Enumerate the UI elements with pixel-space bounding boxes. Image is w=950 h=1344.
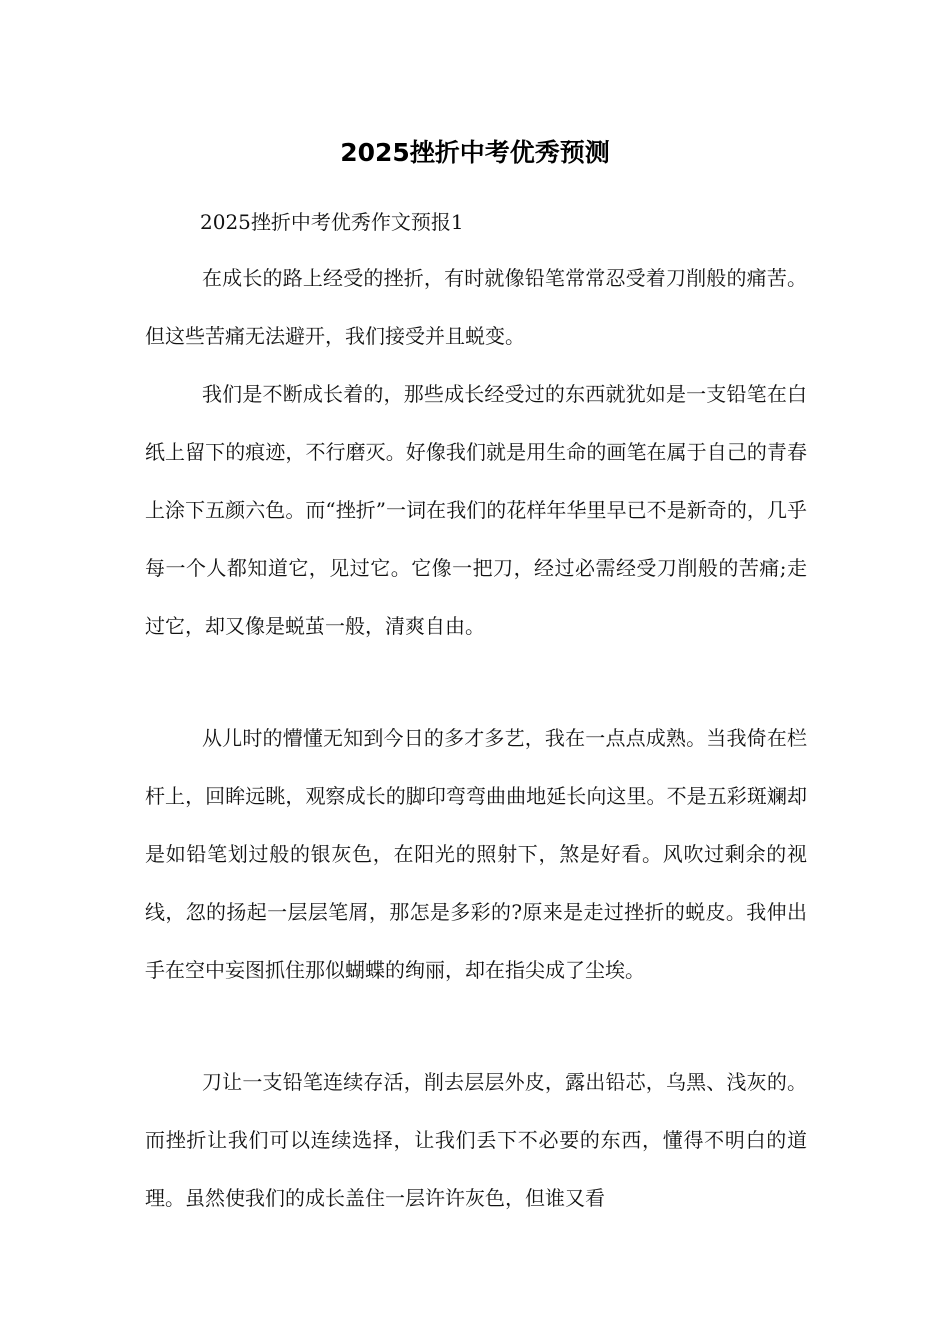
document-title: 2025挫折中考优秀预测 — [340, 138, 610, 167]
paragraph-2: 我们是不断成长着的，那些成长经受过的东西就犹如是一支铅笔在白纸上留下的痕迹，不行磨灭。好像我们就是用生命的画笔在属于自己的青春上涂下五颜六色。而“挫折”一词在我们的花样年华里早已不是新奇的，几乎每一个人都知道它，见过它。它像一把刀，经过必需经受刀削般的苦痛;走过它，却又像是蜕茧一般，清爽自由。 — [145, 382, 807, 638]
paragraph-4: 刀让一支铅笔连续存活，削去层层外皮，露出铅芯，乌黑、浅灰的。而挫折让我们可以连续选择，让我们丢下不必要的东西，懂得不明白的道理。虽然使我们的成长盖住一层许许灰色，但谁又看 — [145, 1070, 807, 1210]
paragraph-1: 在成长的路上经受的挫折，有时就像铅笔常常忍受着刀削般的痛苦。但这些苦痛无法避开，我们接受并且蜕变。 — [145, 266, 807, 348]
paragraph-3: 从儿时的懵懂无知到今日的多才多艺，我在一点点成熟。当我倚在栏杆上，回眸远眺，观察成长的脚印弯弯曲曲地延长向这里。不是五彩斑斓却是如铅笔划过般的银灰色，在阳光的照射下，煞是好看。风吹过剩余的视线，忽的扬起一层层笔屑，那怎是多彩的?原来是走过挫折的蜕皮。我伸出手在空中妄图抓住那似蝴蝶的绚丽，却在指尖成了尘埃。 — [145, 726, 807, 982]
essay-subheading: 2025挫折中考优秀作文预报1 — [200, 210, 464, 234]
